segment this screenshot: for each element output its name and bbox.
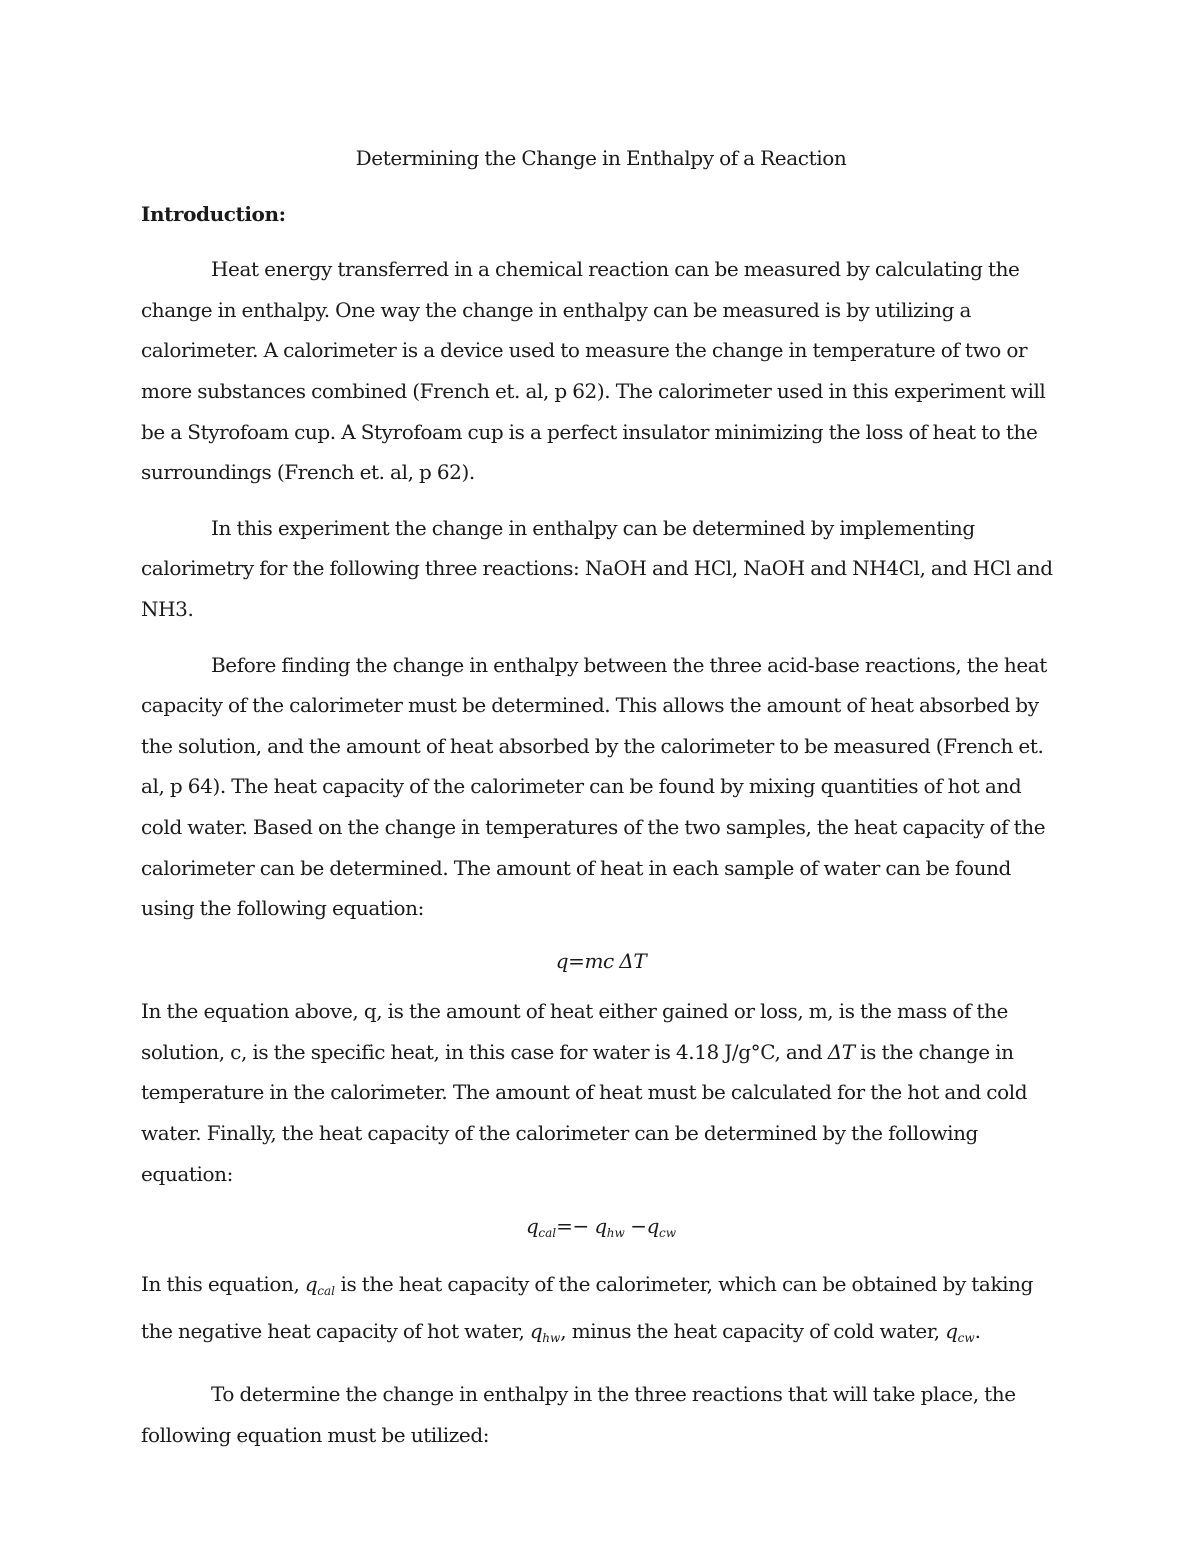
eq2-equals-minus: =− <box>556 1214 595 1239</box>
eq2-q-hw: q <box>594 1214 607 1239</box>
paragraph-5 <box>141 1264 1061 1359</box>
paragraph-6: To determine the change in enthalpy in the three reactions that will take place, the following equation must be utilized: <box>141 1382 1016 1447</box>
paragraph-1: Heat energy transferred in a chemical reaction can be measured by calculating the change in enthalpy. One way the change in enthalpy can be measured is by utilizing a calorimeter. A calorimeter is a device used to measure the change in temperature of two or more substances combined (French et. al, p 62). The calorimeter used in this experiment will be a Styrofoam cup. A Styrofoam cup is a perfect insulator minimizing the loss of heat to the surroundings (French et. al, p 62). <box>141 257 1046 485</box>
eq2-sub-cw: cw <box>658 1226 676 1241</box>
eq2-q-cal: q <box>526 1214 539 1239</box>
equation-calorimeter <box>141 1206 1061 1254</box>
paragraph-5-text-2: is the heat capacity of the calorimeter, which can be obtained by taking the negative heat capacity of hot water, <box>141 1271 1034 1344</box>
paragraph-5-text-4: . <box>974 1319 981 1344</box>
delta-t-symbol: ΔT <box>827 1039 855 1064</box>
document-body <box>141 138 1061 1455</box>
paragraph-2: In this experiment the change in enthalpy can be determined by implementing calorimetry for the following three reactions: NaOH and HCl, NaOH and NH4Cl, and HCl and NH3. <box>141 515 1053 621</box>
p5-sub-hw: hw <box>542 1331 561 1346</box>
p5-q-hw: q <box>529 1319 543 1344</box>
paragraph-3: Before finding the change in enthalpy between the three acid-base reactions, the heat capacity of the calorimeter must be determined. This allows the amount of heat absorbed by the solution, and the amount of heat absorbed by the calorimeter to be measured (French et. al, p 64). The heat capacity of the calorimeter can be found by mixing quantities of hot and cold water. Based on the change in temperatures of the two samples, the heat capacity of the calorimeter can be determined. The amount of heat in each sample of water can be found using the following equation: <box>141 652 1047 921</box>
paragraph-4-text-1: In the equation above, q, is the amount of heat either gained or loss, m, is the mass of the solution, c, is the specific heat, in this case for water is 4.18 J/g°C, and <box>141 999 1008 1064</box>
document-title: Determining the Change in Enthalpy of a Reaction <box>355 146 847 170</box>
p5-q-cal: q <box>304 1271 318 1296</box>
paragraph-5-text-1: In this equation, <box>141 1271 305 1296</box>
equation-heat: q=mc ΔT <box>555 948 647 973</box>
eq2-q-cw: q <box>646 1214 659 1239</box>
eq2-minus: − <box>624 1214 647 1239</box>
eq2-sub-cal: cal <box>538 1226 557 1241</box>
paragraph-4 <box>141 991 1061 1194</box>
p5-sub-cal: cal <box>317 1283 336 1298</box>
p5-sub-cw: cw <box>957 1331 975 1346</box>
p5-q-cw: q <box>945 1319 958 1344</box>
introduction-heading: Introduction: <box>141 201 286 226</box>
paragraph-4-text-2: is the change in temperature in the calorimeter. The amount of heat must be calculated for the hot and cold water. Finally, the heat capacity of the calorimeter can be determined by the following equation: <box>141 1039 1028 1186</box>
eq2-sub-hw: hw <box>606 1226 625 1241</box>
paragraph-5-text-3: , minus the heat capacity of cold water, <box>560 1319 946 1344</box>
